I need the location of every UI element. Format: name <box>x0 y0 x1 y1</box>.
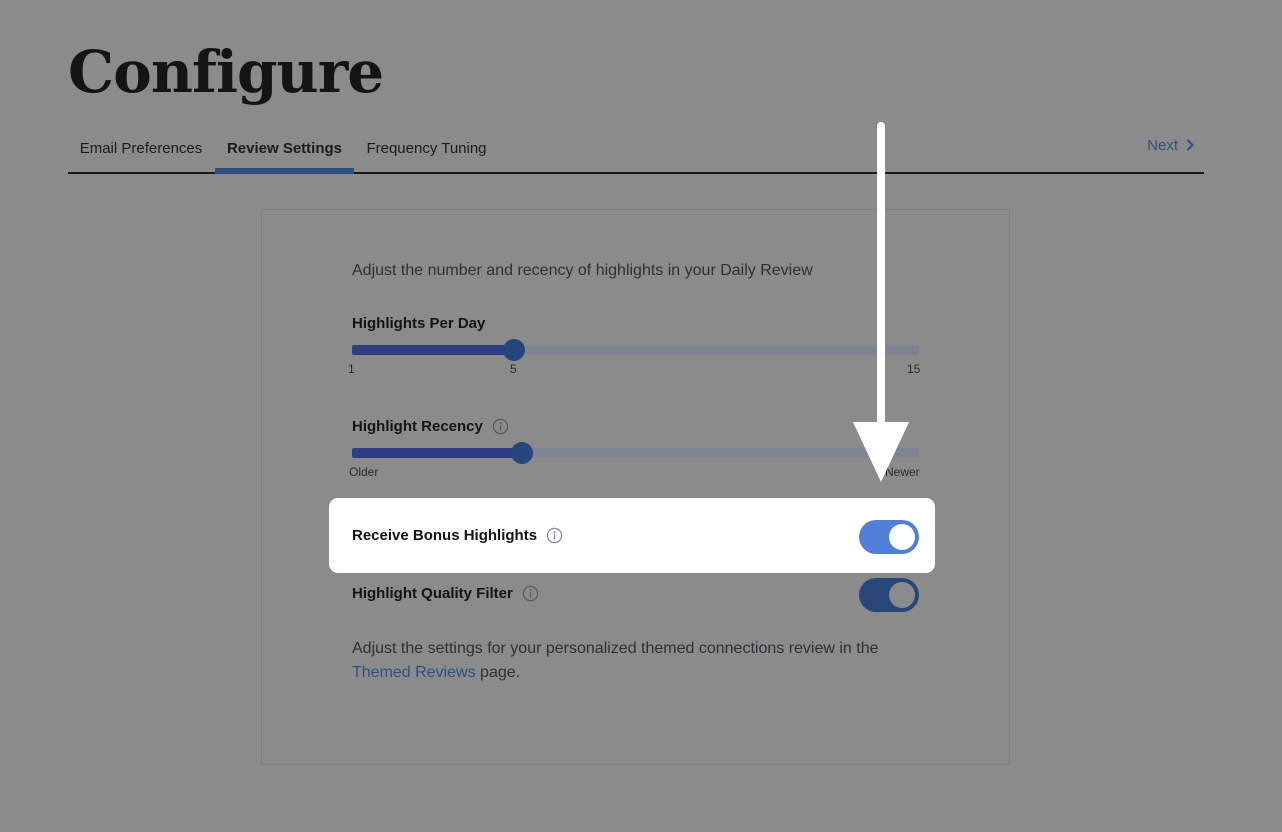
bonus-highlights-toggle[interactable] <box>859 520 919 554</box>
highlight-recency-max: Newer <box>885 465 920 479</box>
highlights-per-day-fill <box>352 345 514 355</box>
daily-review-intro: Adjust the number and recency of highlights in your Daily Review <box>352 262 813 279</box>
highlight-recency-thumb[interactable] <box>511 442 533 464</box>
page-title: Configure <box>68 38 384 106</box>
quality-filter-label: Highlight Quality Filter <box>352 585 539 602</box>
tab-frequency-tuning[interactable]: Frequency Tuning <box>366 139 487 157</box>
bonus-highlights-label: Receive Bonus Highlights <box>352 527 563 544</box>
highlights-per-day-slider[interactable] <box>352 345 919 355</box>
highlight-recency-label: Highlight Recency <box>352 418 509 435</box>
highlight-recency-min: Older <box>349 465 379 479</box>
highlights-per-day-min: 1 <box>348 362 355 376</box>
quality-filter-toggle[interactable] <box>859 578 919 612</box>
themed-reviews-note: Adjust the settings for your personalized themed connections review in the Themed Reviews page. <box>352 640 879 681</box>
toggle-knob <box>889 582 915 608</box>
themed-reviews-link[interactable]: Themed Reviews <box>352 664 476 681</box>
next-button[interactable] <box>1147 124 1194 166</box>
tab-review-settings[interactable]: Review Settings <box>215 124 354 172</box>
highlights-per-day-max: 15 <box>907 362 921 376</box>
tab-email-preferences[interactable]: Email Preferences <box>79 139 203 157</box>
highlight-recency-fill <box>352 448 522 458</box>
chevron-right-icon <box>1186 139 1194 151</box>
next-label: Next <box>1147 136 1178 154</box>
highlights-per-day-value: 5 <box>510 362 517 376</box>
info-icon[interactable] <box>492 418 509 435</box>
highlight-recency-slider[interactable] <box>352 448 919 458</box>
info-icon[interactable] <box>522 585 539 602</box>
highlights-per-day-label: Highlights Per Day <box>352 315 486 332</box>
highlights-per-day-thumb[interactable] <box>503 339 525 361</box>
arrow-down-icon <box>850 122 912 484</box>
info-icon[interactable] <box>546 527 563 544</box>
tab-bar <box>68 124 1204 174</box>
toggle-knob <box>889 524 915 550</box>
